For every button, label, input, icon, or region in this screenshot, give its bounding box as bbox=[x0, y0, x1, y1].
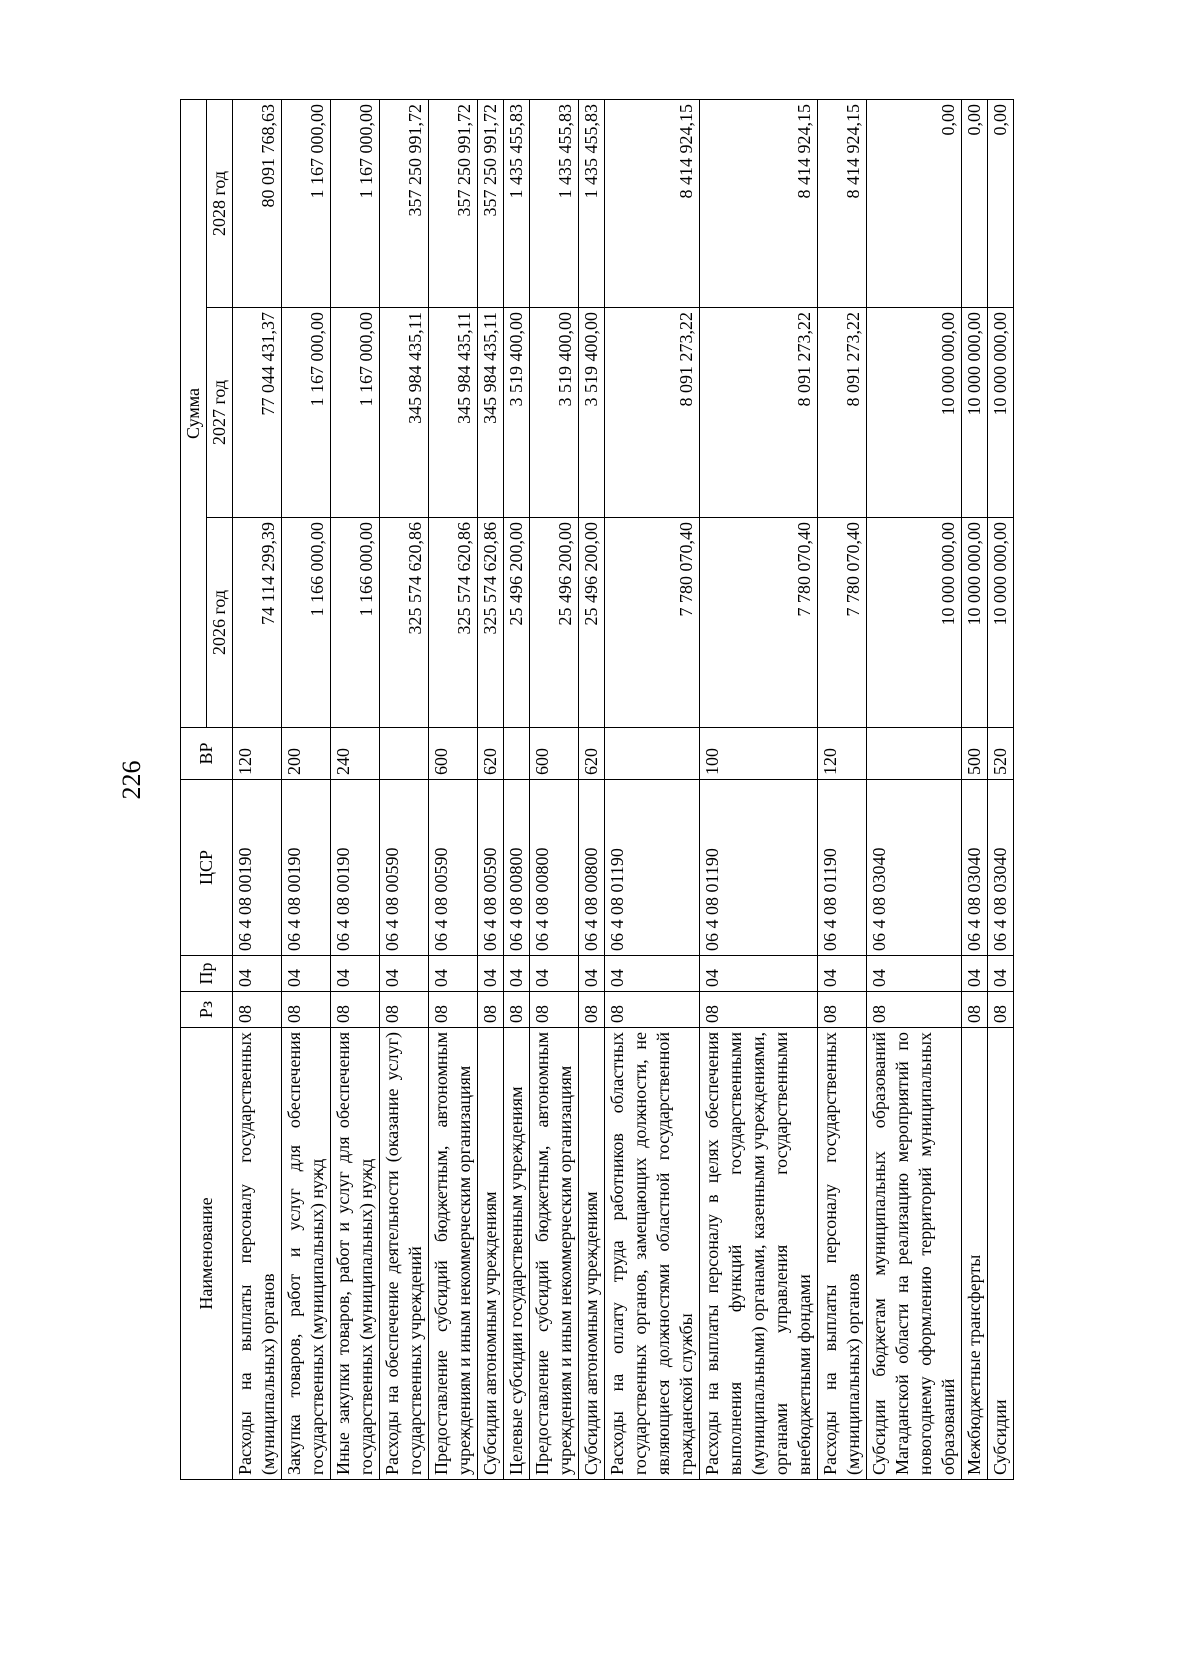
cell-sum-2026: 7 780 070,40 bbox=[818, 518, 867, 728]
cell-sum-2026: 1 166 000,00 bbox=[331, 518, 380, 728]
cell-rz: 08 bbox=[331, 992, 380, 1028]
cell-rz: 08 bbox=[233, 992, 282, 1028]
table-header bbox=[181, 99, 233, 1479]
table-row bbox=[429, 99, 478, 1479]
cell-name: Целевые субсидии государственным учреждениям bbox=[504, 1028, 530, 1480]
cell-sum-2028: 8 414 924,15 bbox=[605, 99, 700, 307]
cell-pr: 04 bbox=[331, 956, 380, 992]
cell-sum-2028: 1 435 455,83 bbox=[579, 99, 605, 307]
cell-pr: 04 bbox=[962, 956, 988, 992]
cell-sum-2027: 345 984 435,11 bbox=[478, 308, 504, 518]
cell-pr: 04 bbox=[233, 956, 282, 992]
cell-csr: 06 4 08 00590 bbox=[478, 780, 504, 956]
cell-sum-2026: 325 574 620,86 bbox=[429, 518, 478, 728]
table-row bbox=[988, 99, 1014, 1479]
cell-rz: 08 bbox=[700, 992, 818, 1028]
cell-csr: 06 4 08 03040 bbox=[988, 780, 1014, 956]
cell-sum-2027: 3 519 400,00 bbox=[504, 308, 530, 518]
cell-sum-2026: 74 114 299,39 bbox=[233, 518, 282, 728]
header-sum: Сумма bbox=[181, 99, 207, 727]
cell-pr: 04 bbox=[818, 956, 867, 992]
cell-name: Расходы на выплаты персоналу в целях обеспечения выполнения функций государственными (муниципальными) органами, казенными учреждениями, органами управления государственными внебюджетными фондами bbox=[700, 1028, 818, 1480]
cell-pr: 04 bbox=[429, 956, 478, 992]
cell-pr: 04 bbox=[867, 956, 962, 992]
cell-vr bbox=[867, 728, 962, 780]
cell-vr: 620 bbox=[478, 728, 504, 780]
cell-pr: 04 bbox=[530, 956, 579, 992]
header-csr: ЦСР bbox=[181, 780, 233, 956]
cell-rz: 08 bbox=[867, 992, 962, 1028]
cell-pr: 04 bbox=[478, 956, 504, 992]
cell-sum-2026: 10 000 000,00 bbox=[988, 518, 1014, 728]
cell-pr: 04 bbox=[988, 956, 1014, 992]
cell-vr: 240 bbox=[331, 728, 380, 780]
table-row bbox=[504, 99, 530, 1479]
table-row bbox=[962, 99, 988, 1479]
cell-csr: 06 4 08 00800 bbox=[530, 780, 579, 956]
cell-vr: 200 bbox=[282, 728, 331, 780]
cell-rz: 08 bbox=[962, 992, 988, 1028]
cell-vr: 500 bbox=[962, 728, 988, 780]
cell-rz: 08 bbox=[282, 992, 331, 1028]
table-row bbox=[331, 99, 380, 1479]
cell-name: Расходы на оплату труда работников областных государственных органов, замещающих должности, не являющиеся должностями областной государственной гражданской службы bbox=[605, 1028, 700, 1480]
header-rz: Рз bbox=[181, 992, 233, 1028]
cell-sum-2028: 357 250 991,72 bbox=[478, 99, 504, 307]
cell-sum-2028: 1 435 455,83 bbox=[530, 99, 579, 307]
cell-pr: 04 bbox=[380, 956, 429, 992]
cell-sum-2027: 345 984 435,11 bbox=[380, 308, 429, 518]
cell-name: Предоставление субсидий бюджетным, автономным учреждениям и иным некоммерческим организациям bbox=[429, 1028, 478, 1480]
table-body bbox=[233, 99, 1014, 1479]
header-year-2027: 2027 год bbox=[207, 308, 233, 518]
cell-sum-2027: 3 519 400,00 bbox=[530, 308, 579, 518]
cell-rz: 08 bbox=[478, 992, 504, 1028]
cell-pr: 04 bbox=[700, 956, 818, 992]
cell-vr: 600 bbox=[530, 728, 579, 780]
cell-rz: 08 bbox=[429, 992, 478, 1028]
table-row bbox=[380, 99, 429, 1479]
cell-sum-2026: 7 780 070,40 bbox=[605, 518, 700, 728]
cell-vr: 120 bbox=[818, 728, 867, 780]
cell-sum-2027: 1 167 000,00 bbox=[282, 308, 331, 518]
cell-csr: 06 4 08 00190 bbox=[282, 780, 331, 956]
cell-sum-2027: 8 091 273,22 bbox=[818, 308, 867, 518]
cell-name: Расходы на обеспечение деятельности (оказание услуг) государственных учреждений bbox=[380, 1028, 429, 1480]
cell-sum-2027: 10 000 000,00 bbox=[867, 308, 962, 518]
cell-csr: 06 4 08 00800 bbox=[579, 780, 605, 956]
cell-sum-2028: 0,00 bbox=[988, 99, 1014, 307]
cell-csr: 06 4 08 00190 bbox=[331, 780, 380, 956]
table-row bbox=[818, 99, 867, 1479]
cell-sum-2027: 10 000 000,00 bbox=[962, 308, 988, 518]
cell-name: Расходы на выплаты персоналу государственных (муниципальных) органов bbox=[818, 1028, 867, 1480]
page-number: 226 bbox=[117, 760, 146, 800]
table-row bbox=[605, 99, 700, 1479]
cell-sum-2027: 8 091 273,22 bbox=[605, 308, 700, 518]
table-row bbox=[700, 99, 818, 1479]
cell-name: Субсидии бюджетам муниципальных образований Магаданской области на реализацию мероприятий по новогоднему оформлению территорий муниципальных образований bbox=[867, 1028, 962, 1480]
cell-vr: 100 bbox=[700, 728, 818, 780]
cell-sum-2028: 1 167 000,00 bbox=[331, 99, 380, 307]
cell-sum-2026: 10 000 000,00 bbox=[962, 518, 988, 728]
cell-sum-2028: 0,00 bbox=[867, 99, 962, 307]
cell-sum-2027: 10 000 000,00 bbox=[988, 308, 1014, 518]
cell-csr: 06 4 08 01190 bbox=[818, 780, 867, 956]
rotated-table-container bbox=[180, 100, 1080, 1480]
cell-csr: 06 4 08 03040 bbox=[867, 780, 962, 956]
cell-sum-2028: 1 167 000,00 bbox=[282, 99, 331, 307]
cell-pr: 04 bbox=[605, 956, 700, 992]
header-year-2026: 2026 год bbox=[207, 518, 233, 728]
cell-csr: 06 4 08 01190 bbox=[700, 780, 818, 956]
cell-sum-2028: 0,00 bbox=[962, 99, 988, 307]
cell-sum-2028: 357 250 991,72 bbox=[380, 99, 429, 307]
cell-name: Иные закупки товаров, работ и услуг для обеспечения государственных (муниципальных) нужд bbox=[331, 1028, 380, 1480]
cell-rz: 08 bbox=[988, 992, 1014, 1028]
cell-vr: 520 bbox=[988, 728, 1014, 780]
cell-vr bbox=[380, 728, 429, 780]
table-row bbox=[282, 99, 331, 1479]
cell-sum-2028: 8 414 924,15 bbox=[700, 99, 818, 307]
cell-sum-2027: 1 167 000,00 bbox=[331, 308, 380, 518]
cell-sum-2026: 325 574 620,86 bbox=[478, 518, 504, 728]
cell-name: Расходы на выплаты персоналу государственных (муниципальных) органов bbox=[233, 1028, 282, 1480]
cell-name: Закупка товаров, работ и услуг для обеспечения государственных (муниципальных) нужд bbox=[282, 1028, 331, 1480]
cell-sum-2026: 325 574 620,86 bbox=[380, 518, 429, 728]
header-vr: ВР bbox=[181, 728, 233, 780]
table-row bbox=[579, 99, 605, 1479]
cell-rz: 08 bbox=[818, 992, 867, 1028]
cell-name: Предоставление субсидий бюджетным, автономным учреждениям и иным некоммерческим организациям bbox=[530, 1028, 579, 1480]
cell-csr: 06 4 08 00590 bbox=[429, 780, 478, 956]
cell-sum-2026: 25 496 200,00 bbox=[504, 518, 530, 728]
cell-rz: 08 bbox=[380, 992, 429, 1028]
cell-rz: 08 bbox=[579, 992, 605, 1028]
cell-rz: 08 bbox=[530, 992, 579, 1028]
cell-sum-2028: 8 414 924,15 bbox=[818, 99, 867, 307]
cell-vr: 120 bbox=[233, 728, 282, 780]
budget-table bbox=[180, 99, 1014, 1480]
cell-pr: 04 bbox=[579, 956, 605, 992]
cell-pr: 04 bbox=[282, 956, 331, 992]
cell-sum-2026: 25 496 200,00 bbox=[530, 518, 579, 728]
cell-vr: 600 bbox=[429, 728, 478, 780]
cell-vr bbox=[605, 728, 700, 780]
cell-sum-2028: 80 091 768,63 bbox=[233, 99, 282, 307]
cell-csr: 06 4 08 00590 bbox=[380, 780, 429, 956]
header-name: Наименование bbox=[181, 1028, 233, 1480]
cell-name: Межбюджетные трансферты bbox=[962, 1028, 988, 1480]
table-row bbox=[530, 99, 579, 1479]
cell-name: Субсидии автономным учреждениям bbox=[478, 1028, 504, 1480]
cell-sum-2027: 345 984 435,11 bbox=[429, 308, 478, 518]
cell-sum-2026: 1 166 000,00 bbox=[282, 518, 331, 728]
cell-sum-2027: 77 044 431,37 bbox=[233, 308, 282, 518]
cell-csr: 06 4 08 01190 bbox=[605, 780, 700, 956]
header-year-2028: 2028 год bbox=[207, 99, 233, 307]
cell-vr: 620 bbox=[579, 728, 605, 780]
cell-csr: 06 4 08 00190 bbox=[233, 780, 282, 956]
cell-vr bbox=[504, 728, 530, 780]
cell-rz: 08 bbox=[605, 992, 700, 1028]
cell-sum-2026: 7 780 070,40 bbox=[700, 518, 818, 728]
cell-rz: 08 bbox=[504, 992, 530, 1028]
table-row bbox=[233, 99, 282, 1479]
table-row bbox=[867, 99, 962, 1479]
table-row bbox=[478, 99, 504, 1479]
header-pr: Пр bbox=[181, 956, 233, 992]
cell-sum-2026: 10 000 000,00 bbox=[867, 518, 962, 728]
cell-sum-2026: 25 496 200,00 bbox=[579, 518, 605, 728]
cell-csr: 06 4 08 00800 bbox=[504, 780, 530, 956]
cell-csr: 06 4 08 03040 bbox=[962, 780, 988, 956]
cell-sum-2027: 3 519 400,00 bbox=[579, 308, 605, 518]
cell-pr: 04 bbox=[504, 956, 530, 992]
cell-name: Субсидии автономным учреждениям bbox=[579, 1028, 605, 1480]
cell-sum-2028: 357 250 991,72 bbox=[429, 99, 478, 307]
cell-sum-2028: 1 435 455,83 bbox=[504, 99, 530, 307]
cell-name: Субсидии bbox=[988, 1028, 1014, 1480]
cell-sum-2027: 8 091 273,22 bbox=[700, 308, 818, 518]
